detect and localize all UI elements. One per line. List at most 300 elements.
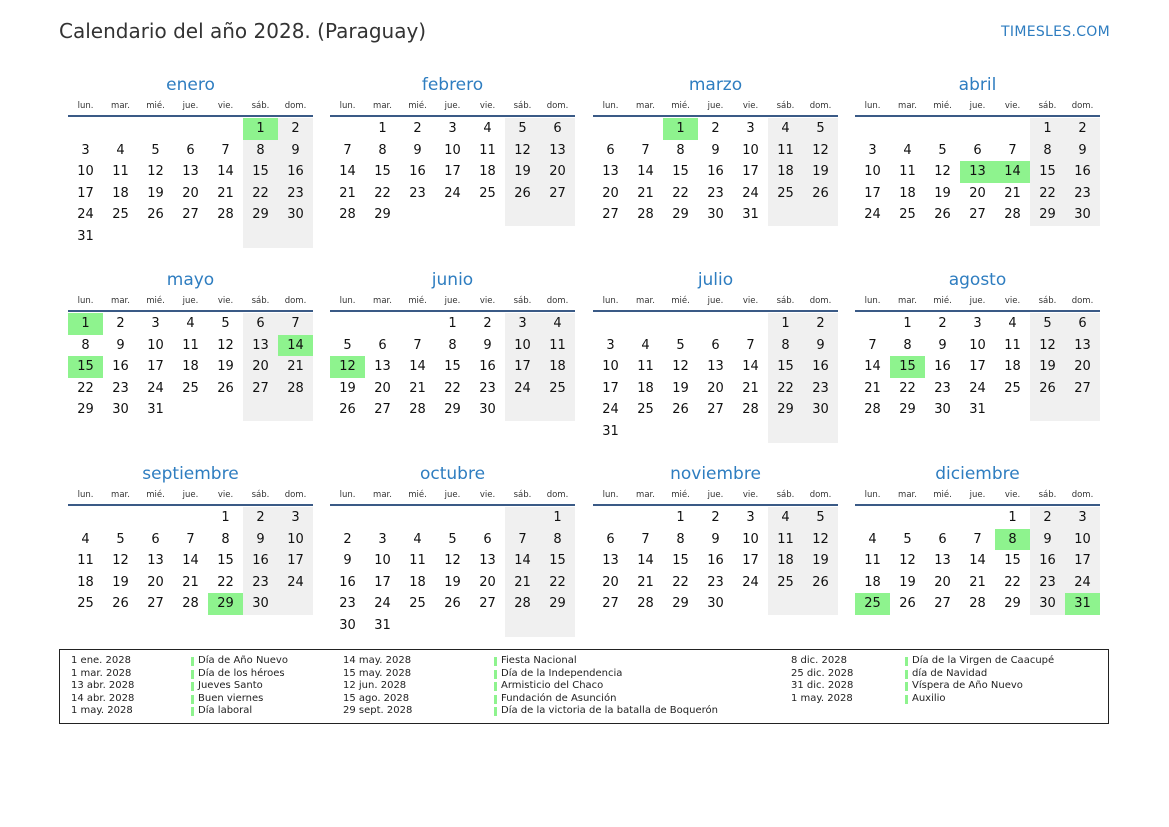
weekday-header: [855, 97, 1100, 115]
weekday-header: [68, 292, 313, 310]
empty-cell: [663, 313, 698, 335]
month-noviembre: [593, 462, 838, 615]
weekday-label: mié.: [933, 490, 952, 500]
day-cell: 11: [479, 142, 496, 158]
day-cell: 25: [77, 596, 94, 612]
page-title: Calendario del año 2028. (Paraguay): [59, 19, 427, 43]
day-cell: 30: [339, 617, 356, 633]
day-cell: 27: [934, 596, 951, 612]
weekday-label: jue.: [182, 490, 199, 500]
empty-cell: [628, 313, 663, 335]
day-cell: 30: [243, 593, 278, 615]
day-cell: 6: [606, 142, 615, 158]
day-cell: 15: [540, 550, 575, 572]
day-cell: 22: [672, 185, 689, 201]
day-cell: 23: [112, 380, 129, 396]
day-cell: 6: [151, 531, 160, 547]
day-cell: 22: [672, 574, 689, 590]
weekday-label: dom.: [284, 101, 307, 111]
empty-cell: [138, 226, 173, 248]
day-cell: 23: [479, 380, 496, 396]
day-cell: 3: [606, 337, 615, 353]
day-cell: 4: [413, 531, 422, 547]
day-cell: 6: [606, 531, 615, 547]
month-name: agosto: [948, 270, 1007, 290]
day-cell: 22: [77, 380, 94, 396]
weekday-label: sáb.: [776, 101, 795, 111]
weekday-label: jue.: [444, 101, 461, 111]
day-cell: 29: [1030, 204, 1065, 226]
month-name: abril: [958, 75, 997, 95]
weekday-label: vie.: [742, 101, 759, 111]
holiday-day-cell: 14: [278, 335, 313, 357]
weekday-label: mar.: [636, 296, 655, 306]
day-cell: 28: [637, 207, 654, 223]
day-cell: 23: [243, 572, 278, 594]
day-cell: 29: [672, 207, 689, 223]
day-cell: 10: [444, 142, 461, 158]
legend-entry: día de Navidad: [905, 668, 1054, 681]
day-cell: 22: [899, 380, 916, 396]
day-cell: 12: [803, 529, 838, 551]
day-cell: 25: [1004, 380, 1021, 396]
day-cell: 20: [182, 185, 199, 201]
day-cell: 23: [707, 185, 724, 201]
month-name: junio: [431, 270, 474, 290]
day-cell: 16: [112, 359, 129, 375]
day-cell: 19: [112, 574, 129, 590]
day-cell: 24: [374, 596, 391, 612]
weekday-label: dom.: [1071, 490, 1094, 500]
day-cell: 10: [969, 337, 986, 353]
day-cell: 21: [637, 185, 654, 201]
site-link[interactable]: TIMESLES.COM: [1001, 24, 1110, 40]
empty-cell: [330, 313, 365, 335]
legend-dates-col-3: [791, 655, 853, 705]
empty-cell: [173, 399, 208, 421]
day-cell: 31: [147, 402, 164, 418]
day-cell: 4: [186, 316, 195, 331]
day-cell: 13: [1065, 335, 1100, 357]
day-cell: 8: [378, 142, 387, 158]
day-cell: 27: [147, 596, 164, 612]
empty-cell: [208, 118, 243, 140]
legend-entry: Día de Año Nuevo: [191, 655, 288, 668]
day-cell: 20: [540, 161, 575, 183]
empty-cell: [173, 226, 208, 248]
day-cell: 19: [505, 161, 540, 183]
day-cell: 18: [637, 380, 654, 396]
day-cell: 1: [448, 316, 457, 331]
empty-cell: [768, 204, 803, 226]
holiday-day-cell: 1: [68, 313, 103, 335]
weekday-label: jue.: [707, 296, 724, 306]
day-cell: 16: [409, 164, 426, 180]
empty-cell: [768, 593, 803, 615]
day-cell: 14: [742, 359, 759, 375]
empty-cell: [803, 593, 838, 615]
day-cell: 6: [973, 142, 982, 158]
weekday-label: sáb.: [513, 101, 532, 111]
day-cell: 8: [768, 335, 803, 357]
day-cell: 30: [278, 204, 313, 226]
weekday-label: jue.: [707, 490, 724, 500]
empty-cell: [855, 118, 890, 140]
day-cell: 2: [711, 510, 720, 525]
day-cell: 12: [803, 140, 838, 162]
weekday-label: dom.: [809, 296, 832, 306]
weekday-label: jue.: [969, 490, 986, 500]
day-cell: 28: [742, 402, 759, 418]
weekday-label: lun.: [339, 296, 356, 306]
legend-entry: 29 sept. 2028: [343, 705, 413, 717]
day-cell: 27: [602, 596, 619, 612]
day-cell: 7: [1008, 142, 1017, 158]
day-cell: 15: [672, 164, 689, 180]
day-cell: 16: [1030, 550, 1065, 572]
weekday-label: mar.: [898, 101, 917, 111]
weekday-label: mar.: [373, 490, 392, 500]
empty-cell: [400, 615, 435, 637]
day-cell: 18: [899, 185, 916, 201]
month-divider: [330, 115, 575, 117]
day-cell: 21: [969, 574, 986, 590]
weekday-header: [68, 97, 313, 115]
empty-cell: [435, 507, 470, 529]
day-cell: 2: [1065, 118, 1100, 140]
day-cell: 7: [641, 531, 650, 547]
weekday-label: sáb.: [251, 296, 270, 306]
day-cell: 1: [676, 510, 685, 525]
weekday-label: mar.: [111, 296, 130, 306]
month-marzo: [593, 73, 838, 226]
day-cell: 27: [707, 402, 724, 418]
day-cell: 21: [409, 380, 426, 396]
day-cell: 20: [147, 574, 164, 590]
day-cell: 6: [243, 313, 278, 335]
empty-cell: [400, 507, 435, 529]
day-cell: 13: [540, 140, 575, 162]
day-cell: 26: [803, 183, 838, 205]
day-cell: 16: [243, 550, 278, 572]
day-cell: 16: [479, 359, 496, 375]
day-cell: 12: [444, 553, 461, 569]
weekday-label: dom.: [809, 490, 832, 500]
legend-entry: Día de la victoria de la batalla de Boquerón: [494, 705, 718, 718]
empty-cell: [68, 118, 103, 140]
weekday-label: jue.: [444, 490, 461, 500]
day-cell: 4: [483, 121, 492, 136]
weekday-label: lun.: [339, 490, 356, 500]
day-cell: 5: [903, 531, 912, 547]
empty-cell: [103, 226, 138, 248]
day-cell: 25: [182, 380, 199, 396]
weekday-label: mié.: [146, 490, 165, 500]
empty-cell: [803, 421, 838, 443]
day-cell: 10: [864, 164, 881, 180]
day-cell: 9: [413, 142, 422, 158]
day-cell: 22: [768, 378, 803, 400]
weekday-label: lun.: [77, 490, 94, 500]
empty-cell: [540, 204, 575, 226]
weekday-label: dom.: [284, 490, 307, 500]
day-cell: 7: [413, 337, 422, 353]
day-cell: 18: [768, 161, 803, 183]
day-cell: 17: [742, 164, 759, 180]
day-cell: 25: [479, 185, 496, 201]
day-cell: 25: [637, 402, 654, 418]
day-cell: 19: [444, 574, 461, 590]
day-cell: 22: [444, 380, 461, 396]
weekday-label: mié.: [671, 101, 690, 111]
month-divider: [330, 310, 575, 312]
day-cell: 31: [969, 402, 986, 418]
weekday-label: vie.: [1004, 490, 1021, 500]
empty-cell: [470, 507, 505, 529]
day-cell: 4: [1008, 316, 1017, 331]
day-cell: 18: [1004, 359, 1021, 375]
weekday-label: mar.: [898, 296, 917, 306]
weekday-label: mar.: [636, 490, 655, 500]
day-cell: 30: [1065, 204, 1100, 226]
day-cell: 23: [409, 185, 426, 201]
empty-cell: [435, 615, 470, 637]
day-cell: 28: [1004, 207, 1021, 223]
weekday-label: lun.: [602, 490, 619, 500]
weekday-label: dom.: [546, 101, 569, 111]
month-name: julio: [697, 270, 734, 290]
day-cell: 31: [77, 228, 94, 244]
weekday-label: jue.: [182, 101, 199, 111]
day-cell: 5: [1030, 313, 1065, 335]
day-cell: 17: [1065, 550, 1100, 572]
day-cell: 28: [637, 596, 654, 612]
day-cell: 26: [339, 402, 356, 418]
weekday-label: jue.: [969, 101, 986, 111]
month-divider: [855, 504, 1100, 506]
day-cell: 23: [707, 574, 724, 590]
weekday-label: dom.: [1071, 101, 1094, 111]
day-cell: 19: [803, 161, 838, 183]
day-cell: 21: [339, 185, 356, 201]
day-cell: 3: [746, 510, 755, 525]
day-cell: 16: [803, 356, 838, 378]
day-cell: 24: [147, 380, 164, 396]
day-cell: 23: [339, 596, 356, 612]
day-cell: 27: [602, 207, 619, 223]
weekday-label: vie.: [1004, 101, 1021, 111]
empty-cell: [505, 507, 540, 529]
legend-entry: 14 abr. 2028: [71, 692, 135, 704]
day-cell: 11: [112, 164, 129, 180]
day-cell: 12: [934, 164, 951, 180]
holiday-day-cell: 15: [890, 356, 925, 378]
day-cell: 28: [505, 593, 540, 615]
weekday-label: vie.: [217, 101, 234, 111]
day-cell: 1: [1030, 118, 1065, 140]
weekday-label: vie.: [217, 490, 234, 500]
day-cell: 21: [505, 572, 540, 594]
day-cell: 1: [540, 507, 575, 529]
month-name: octubre: [419, 464, 486, 484]
day-cell: 13: [934, 553, 951, 569]
day-cell: 5: [151, 142, 160, 158]
holiday-day-cell: 15: [68, 356, 103, 378]
weekday-header: [593, 486, 838, 504]
weekday-header: [330, 292, 575, 310]
day-cell: 11: [768, 529, 803, 551]
weekday-label: sáb.: [513, 296, 532, 306]
legend-entry: Víspera de Año Nuevo: [905, 680, 1054, 693]
day-cell: 15: [1030, 161, 1065, 183]
day-cell: 29: [243, 204, 278, 226]
day-cell: 25: [768, 183, 803, 205]
legend-entry: 1 ene. 2028: [71, 655, 131, 666]
legend-names-col-3: [905, 655, 1054, 705]
weekday-label: lun.: [77, 296, 94, 306]
day-cell: 5: [938, 142, 947, 158]
empty-cell: [208, 399, 243, 421]
day-cell: 21: [182, 574, 199, 590]
month-name: febrero: [421, 75, 484, 95]
day-cell: 21: [637, 574, 654, 590]
month-name: marzo: [688, 75, 743, 95]
day-cell: 14: [217, 164, 234, 180]
day-cell: 29: [768, 399, 803, 421]
weekday-label: mar.: [898, 490, 917, 500]
day-grid: [330, 118, 575, 226]
day-cell: 4: [868, 531, 877, 547]
day-cell: 17: [374, 574, 391, 590]
legend-entry: 15 ago. 2028: [343, 692, 410, 704]
day-cell: 2: [803, 313, 838, 335]
legend-entry: Fundación de Asunción: [494, 693, 718, 706]
day-cell: 21: [278, 356, 313, 378]
day-cell: 29: [1004, 596, 1021, 612]
day-cell: 23: [1065, 183, 1100, 205]
empty-cell: [138, 507, 173, 529]
day-cell: 3: [505, 313, 540, 335]
day-cell: 28: [409, 402, 426, 418]
weekday-header: [330, 97, 575, 115]
empty-cell: [803, 204, 838, 226]
empty-cell: [278, 226, 313, 248]
day-cell: 15: [374, 164, 391, 180]
day-cell: 20: [934, 574, 951, 590]
day-cell: 8: [243, 140, 278, 162]
day-cell: 24: [444, 185, 461, 201]
empty-cell: [400, 313, 435, 335]
day-grid: [593, 313, 838, 443]
weekday-label: vie.: [217, 296, 234, 306]
month-junio: [330, 268, 575, 421]
day-cell: 11: [540, 335, 575, 357]
day-cell: 5: [448, 531, 457, 547]
day-cell: 12: [147, 164, 164, 180]
day-cell: 19: [803, 550, 838, 572]
day-cell: 26: [803, 572, 838, 594]
weekday-header: [593, 97, 838, 115]
day-cell: 23: [278, 183, 313, 205]
day-cell: 17: [602, 380, 619, 396]
day-cell: 11: [1004, 337, 1021, 353]
weekday-label: mar.: [111, 490, 130, 500]
day-cell: 18: [182, 359, 199, 375]
day-cell: 24: [278, 572, 313, 594]
day-cell: 25: [768, 572, 803, 594]
empty-cell: [628, 421, 663, 443]
day-grid: [68, 313, 313, 421]
day-cell: 4: [903, 142, 912, 158]
day-cell: 2: [938, 316, 947, 331]
empty-cell: [960, 118, 995, 140]
day-cell: 1: [221, 510, 230, 525]
day-cell: 18: [112, 185, 129, 201]
day-cell: 29: [374, 207, 391, 223]
day-cell: 26: [899, 596, 916, 612]
day-cell: 20: [374, 380, 391, 396]
weekday-label: vie.: [742, 490, 759, 500]
weekday-label: mié.: [408, 490, 427, 500]
empty-cell: [365, 507, 400, 529]
empty-cell: [540, 399, 575, 421]
weekday-label: sáb.: [513, 490, 532, 500]
day-cell: 11: [182, 337, 199, 353]
day-cell: 16: [707, 553, 724, 569]
weekday-label: vie.: [479, 101, 496, 111]
empty-cell: [435, 204, 470, 226]
weekday-label: mar.: [373, 296, 392, 306]
empty-cell: [593, 313, 628, 335]
holiday-day-cell: 25: [855, 593, 890, 615]
weekday-label: dom.: [284, 296, 307, 306]
empty-cell: [173, 118, 208, 140]
day-cell: 16: [934, 359, 951, 375]
day-cell: 14: [637, 553, 654, 569]
day-cell: 3: [973, 316, 982, 331]
day-cell: 8: [903, 337, 912, 353]
weekday-label: sáb.: [1038, 490, 1057, 500]
day-cell: 9: [938, 337, 947, 353]
day-cell: 17: [969, 359, 986, 375]
day-cell: 11: [409, 553, 426, 569]
day-cell: 31: [374, 617, 391, 633]
day-cell: 1: [768, 313, 803, 335]
day-cell: 10: [742, 531, 759, 547]
day-cell: 30: [803, 399, 838, 421]
day-cell: 27: [969, 207, 986, 223]
day-cell: 6: [378, 337, 387, 353]
weekday-label: mié.: [671, 296, 690, 306]
day-cell: 25: [409, 596, 426, 612]
day-cell: 5: [676, 337, 685, 353]
day-cell: 30: [1030, 593, 1065, 615]
legend-entry: Día de los héroes: [191, 668, 288, 681]
day-cell: 18: [768, 550, 803, 572]
day-cell: 26: [444, 596, 461, 612]
month-name: noviembre: [670, 464, 761, 484]
month-name: diciembre: [935, 464, 1020, 484]
day-cell: 18: [864, 574, 881, 590]
day-cell: 17: [147, 359, 164, 375]
day-cell: 12: [1030, 335, 1065, 357]
month-abril: [855, 73, 1100, 226]
day-cell: 29: [77, 402, 94, 418]
legend-entry: Armisticio del Chaco: [494, 680, 718, 693]
weekday-label: mar.: [373, 101, 392, 111]
weekday-label: jue.: [182, 296, 199, 306]
weekday-label: vie.: [1004, 296, 1021, 306]
